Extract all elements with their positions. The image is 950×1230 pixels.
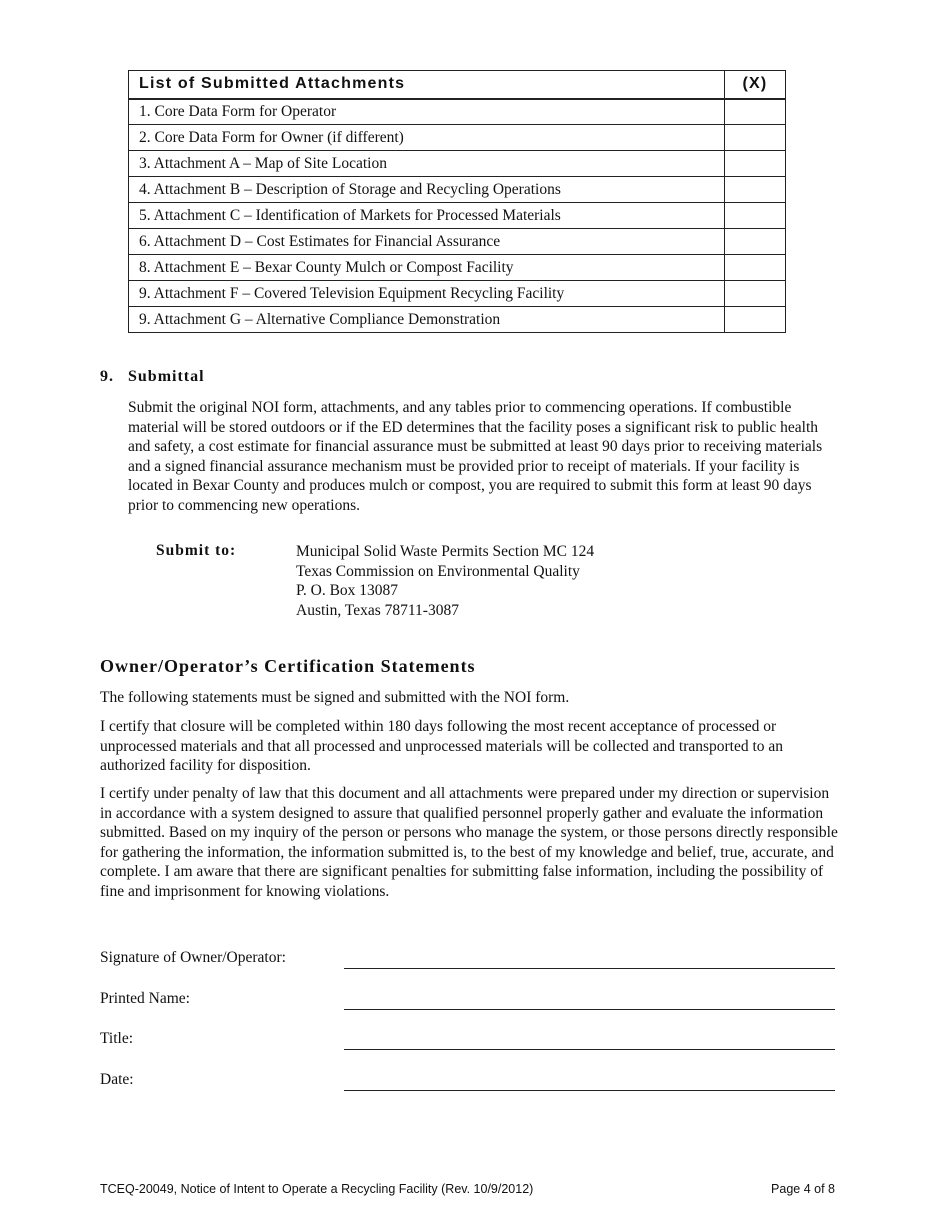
attachment-label: 1. Core Data Form for Operator xyxy=(129,99,725,125)
certification-intro: The following statements must be signed and submitted with the NOI form. xyxy=(100,689,570,706)
signature-label: Signature of Owner/Operator: xyxy=(100,949,286,966)
submit-to-label: Submit to: xyxy=(156,542,237,559)
date-label: Date: xyxy=(100,1071,134,1088)
attachments-header-row xyxy=(129,71,786,99)
address-line: Austin, Texas 78711-3087 xyxy=(296,601,459,619)
attachment-label: 4. Attachment B – Description of Storage and Recycling Operations xyxy=(129,177,725,203)
printed-name-label: Printed Name: xyxy=(100,990,190,1007)
attachments-table xyxy=(128,70,786,333)
table-row xyxy=(129,151,786,177)
footer-page-number: Page 4 of 8 xyxy=(771,1182,835,1196)
attachment-check-cell[interactable] xyxy=(725,281,786,307)
table-row xyxy=(129,229,786,255)
attachment-check-cell[interactable] xyxy=(725,255,786,281)
table-row xyxy=(129,307,786,333)
submittal-heading xyxy=(100,368,205,386)
attachment-label: 2. Core Data Form for Owner (if different) xyxy=(129,125,725,151)
certification-heading: Owner/Operator’s Certification Statements xyxy=(100,656,476,676)
attachment-label: 9. Attachment F – Covered Television Equipment Recycling Facility xyxy=(129,281,725,307)
attachment-label: 3. Attachment A – Map of Site Location xyxy=(129,151,725,177)
attachment-label: 5. Attachment C – Identification of Markets for Processed Materials xyxy=(129,203,725,229)
title-label: Title: xyxy=(100,1030,134,1047)
attachment-check-cell[interactable] xyxy=(725,229,786,255)
table-row xyxy=(129,125,786,151)
closure-statement: I certify that closure will be completed within 180 days following the most recent acceptance of processed or unprocessed materials and that all processed and unprocessed materials will be collected and transported to an authorized facility for disposition. xyxy=(100,718,784,774)
attachment-check-cell[interactable] xyxy=(725,203,786,229)
attachment-label: 6. Attachment D – Cost Estimates for Financial Assurance xyxy=(129,229,725,255)
address-line: Texas Commission on Environmental Quality xyxy=(296,562,580,580)
date-row xyxy=(100,1071,835,1097)
mailing-address xyxy=(296,542,716,620)
attachment-check-cell[interactable] xyxy=(725,99,786,125)
submittal-title: Submittal xyxy=(128,368,205,385)
attachment-label: 8. Attachment E – Bexar County Mulch or Compost Facility xyxy=(129,255,725,281)
attachment-check-cell[interactable] xyxy=(725,177,786,203)
attachment-check-cell[interactable] xyxy=(725,125,786,151)
address-line: Municipal Solid Waste Permits Section MC 124 xyxy=(296,543,595,560)
table-row xyxy=(129,281,786,307)
attachments-header: List of Submitted Attachments xyxy=(129,71,725,99)
attachment-check-cell[interactable] xyxy=(725,151,786,177)
table-row xyxy=(129,99,786,125)
table-row xyxy=(129,177,786,203)
date-field[interactable] xyxy=(344,1090,835,1091)
attachments-x-header: (X) xyxy=(725,71,786,99)
attachment-check-cell[interactable] xyxy=(725,307,786,333)
footer-form-id: TCEQ-20049, Notice of Intent to Operate a Recycling Facility (Rev. 10/9/2012) xyxy=(100,1182,534,1196)
printed-name-row xyxy=(100,990,835,1016)
signature-field[interactable] xyxy=(344,968,835,969)
title-field[interactable] xyxy=(344,1049,835,1050)
attachment-label: 9. Attachment G – Alternative Compliance Demonstration xyxy=(129,307,725,333)
submittal-body: Submit the original NOI form, attachments, and any tables prior to commencing operations. If combustible material will be stored outdoors or if the ED determines that the facility poses a significant risk to public health and safety, a cost estimate for financial assurance must be submitted at least 90 days prior to receiving materials and a signed financial assurance mechanism must be provided prior to receipt of materials. If your facility is located in Bexar County and produces mulch or compost, you are required to submit this form at least 90 days prior to commencing new operations. xyxy=(128,399,823,514)
penalty-statement: I certify under penalty of law that this document and all attachments were prepared under my direction or supervision in accordance with a system designed to assure that qualified personnel properly gather and evaluate the information submitted. Based on my inquiry of the person or persons who manage the system, or those persons directly responsible for gathering the information, the information submitted is, to the best of my knowledge and belief, true, accurate, and complete. I am aware that there are significant penalties for submitting false information, including the possibility of fine and imprisonment for knowing violations. xyxy=(100,785,838,900)
table-row xyxy=(129,255,786,281)
signature-row xyxy=(100,949,835,975)
address-line: P. O. Box 13087 xyxy=(296,582,399,599)
printed-name-field[interactable] xyxy=(344,1009,835,1010)
submittal-number: 9. xyxy=(100,368,114,385)
title-row xyxy=(100,1030,835,1056)
table-row xyxy=(129,203,786,229)
